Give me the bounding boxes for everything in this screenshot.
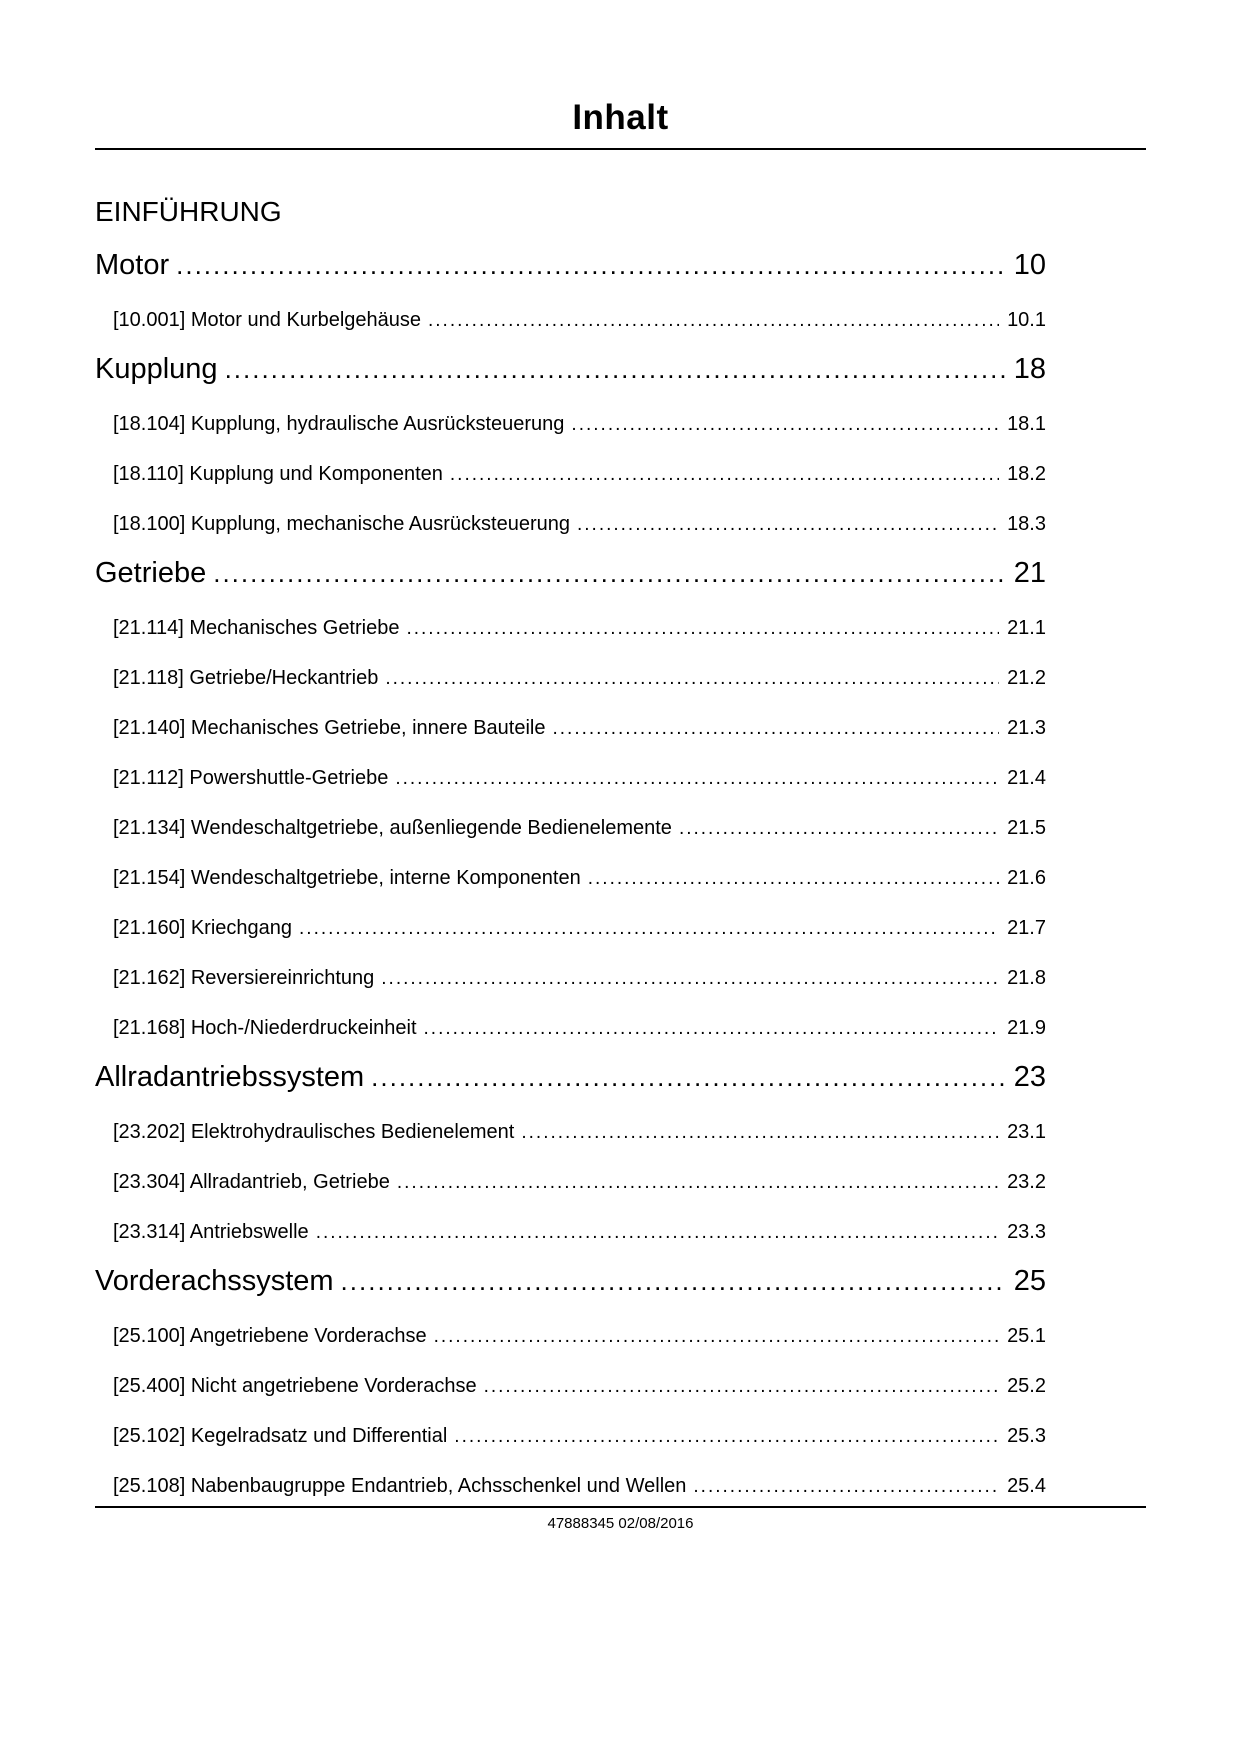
toc-entry-label: [23.314] Antriebswelle	[113, 1221, 309, 1243]
dot-leader	[571, 414, 999, 436]
dot-leader	[371, 1061, 1005, 1094]
intro-heading: EINFÜHRUNG	[95, 196, 282, 227]
toc-entry-label: [18.104] Kupplung, hydraulische Ausrücksteuerung	[113, 413, 565, 435]
toc-entry-page-number: 21.1	[1007, 617, 1046, 639]
title-divider	[95, 148, 1146, 150]
toc-entry-label: [18.100] Kupplung, mechanische Ausrücksteuerung	[113, 513, 570, 535]
toc-section-row	[95, 1061, 1046, 1094]
dot-leader	[225, 353, 1005, 386]
toc-section-row	[95, 1265, 1046, 1298]
toc-entry-row	[95, 309, 1046, 332]
toc-entry-label: [21.112] Powershuttle-Getriebe	[113, 767, 389, 789]
toc-section-page-number: 21	[1013, 557, 1046, 589]
toc-entry-row	[95, 617, 1046, 640]
toc-entry-row	[95, 667, 1046, 690]
toc-section-label: Getriebe	[95, 557, 207, 589]
toc-entry-row	[95, 967, 1046, 990]
toc-entry-label: [18.110] Kupplung und Komponenten	[113, 463, 443, 485]
toc-entry-label: [25.100] Angetriebene Vorderachse	[113, 1325, 427, 1347]
toc-section-page-number: 23	[1013, 1061, 1046, 1093]
toc-entry-label: [21.118] Getriebe/Heckantrieb	[113, 667, 379, 689]
dot-leader	[693, 1476, 999, 1498]
toc-entry-row	[95, 1121, 1046, 1144]
toc-entry-label: [21.154] Wendeschaltgetriebe, interne Komponenten	[113, 867, 581, 889]
toc-entry-label: [21.162] Reversiereinrichtung	[113, 967, 375, 989]
toc-entry-page-number: 10.1	[1007, 309, 1046, 331]
toc-entry-page-number: 23.1	[1007, 1121, 1046, 1143]
dot-leader	[299, 918, 999, 940]
toc-entry-page-number: 21.2	[1007, 667, 1046, 689]
toc-entry-row	[95, 1425, 1046, 1448]
toc-entry-page-number: 23.2	[1007, 1171, 1046, 1193]
toc-entry-page-number: 18.3	[1007, 513, 1046, 535]
toc-entry-page-number: 18.1	[1007, 413, 1046, 435]
footer-divider	[95, 1506, 1146, 1508]
toc-entry-page-number: 25.2	[1007, 1375, 1046, 1397]
dot-leader	[521, 1122, 999, 1144]
toc-entry-row	[95, 867, 1046, 890]
toc-section-row	[95, 557, 1046, 590]
toc-section-page-number: 25	[1013, 1265, 1046, 1297]
toc-section-label: Motor	[95, 249, 170, 281]
toc-entry-row	[95, 717, 1046, 740]
toc-entry-page-number: 25.3	[1007, 1425, 1046, 1447]
toc-section-row	[95, 249, 1046, 282]
toc-entry-page-number: 25.4	[1007, 1475, 1046, 1497]
toc-entry-label: [23.202] Elektrohydraulisches Bedienelement	[113, 1121, 515, 1143]
toc-entry-row	[95, 767, 1046, 790]
toc-entry-label: [21.114] Mechanisches Getriebe	[113, 617, 400, 639]
dot-leader	[454, 1426, 999, 1448]
dot-leader	[397, 1172, 999, 1194]
toc-entry-label: [25.108] Nabenbaugruppe Endantrieb, Achsschenkel und Wellen	[113, 1475, 687, 1497]
toc-entry-row	[95, 513, 1046, 536]
dot-leader	[213, 557, 1005, 590]
toc-entry-row	[95, 413, 1046, 436]
footer-doc-number: 47888345 02/08/2016	[547, 1515, 694, 1532]
dot-leader	[428, 310, 999, 332]
dot-leader	[385, 668, 999, 690]
toc-section-label: Vorderachssystem	[95, 1265, 334, 1297]
toc-entry-page-number: 25.1	[1007, 1325, 1046, 1347]
toc-entry-page-number: 21.8	[1007, 967, 1046, 989]
toc-entry-page-number: 21.5	[1007, 817, 1046, 839]
toc-entry-page-number: 21.4	[1007, 767, 1046, 789]
toc-entry-row	[95, 1475, 1046, 1498]
toc-section-row	[95, 353, 1046, 386]
dot-leader	[577, 514, 999, 536]
dot-leader	[484, 1376, 999, 1398]
toc-entry-row	[95, 463, 1046, 486]
dot-leader	[553, 718, 1000, 740]
page-footer	[95, 1506, 1146, 1532]
toc-section-label: Kupplung	[95, 353, 218, 385]
toc-list	[95, 249, 1146, 1498]
toc-entry-page-number: 23.3	[1007, 1221, 1046, 1243]
toc-entry-row	[95, 1221, 1046, 1244]
dot-leader	[406, 618, 999, 640]
toc-entry-row	[95, 917, 1046, 940]
dot-leader	[434, 1326, 999, 1348]
dot-leader	[316, 1222, 999, 1244]
toc-entry-label: [10.001] Motor und Kurbelgehäuse	[113, 309, 421, 331]
toc-entry-row	[95, 1017, 1046, 1040]
toc-entry-label: [21.140] Mechanisches Getriebe, innere Bauteile	[113, 717, 546, 739]
toc-entry-label: [25.400] Nicht angetriebene Vorderachse	[113, 1375, 477, 1397]
toc-entry-page-number: 21.3	[1007, 717, 1046, 739]
dot-leader	[424, 1018, 999, 1040]
dot-leader	[176, 249, 1005, 282]
toc-entry-row	[95, 1325, 1046, 1348]
toc-entry-page-number: 21.6	[1007, 867, 1046, 889]
dot-leader	[395, 768, 999, 790]
toc-entry-label: [21.160] Kriechgang	[113, 917, 293, 939]
toc-entry-row	[95, 1375, 1046, 1398]
dot-leader	[679, 818, 999, 840]
toc-section-label: Allradantriebssystem	[95, 1061, 365, 1093]
toc-entry-row	[95, 817, 1046, 840]
dot-leader	[450, 464, 999, 486]
page-title: Inhalt	[572, 98, 669, 137]
toc-entry-page-number: 18.2	[1007, 463, 1046, 485]
toc-entry-label: [23.304] Allradantrieb, Getriebe	[113, 1171, 390, 1193]
dot-leader	[341, 1265, 1005, 1298]
toc-entry-label: [21.134] Wendeschaltgetriebe, außenliegende Bedienelemente	[113, 817, 672, 839]
toc-section-page-number: 10	[1013, 249, 1046, 281]
toc-entry-label: [25.102] Kegelradsatz und Differential	[113, 1425, 448, 1447]
toc-entry-row	[95, 1171, 1046, 1194]
toc-section-page-number: 18	[1013, 353, 1046, 385]
dot-leader	[588, 868, 999, 890]
toc-entry-page-number: 21.9	[1007, 1017, 1046, 1039]
toc-entry-page-number: 21.7	[1007, 917, 1046, 939]
dot-leader	[381, 968, 999, 990]
toc-entry-label: [21.168] Hoch-/Niederdruckeinheit	[113, 1017, 417, 1039]
